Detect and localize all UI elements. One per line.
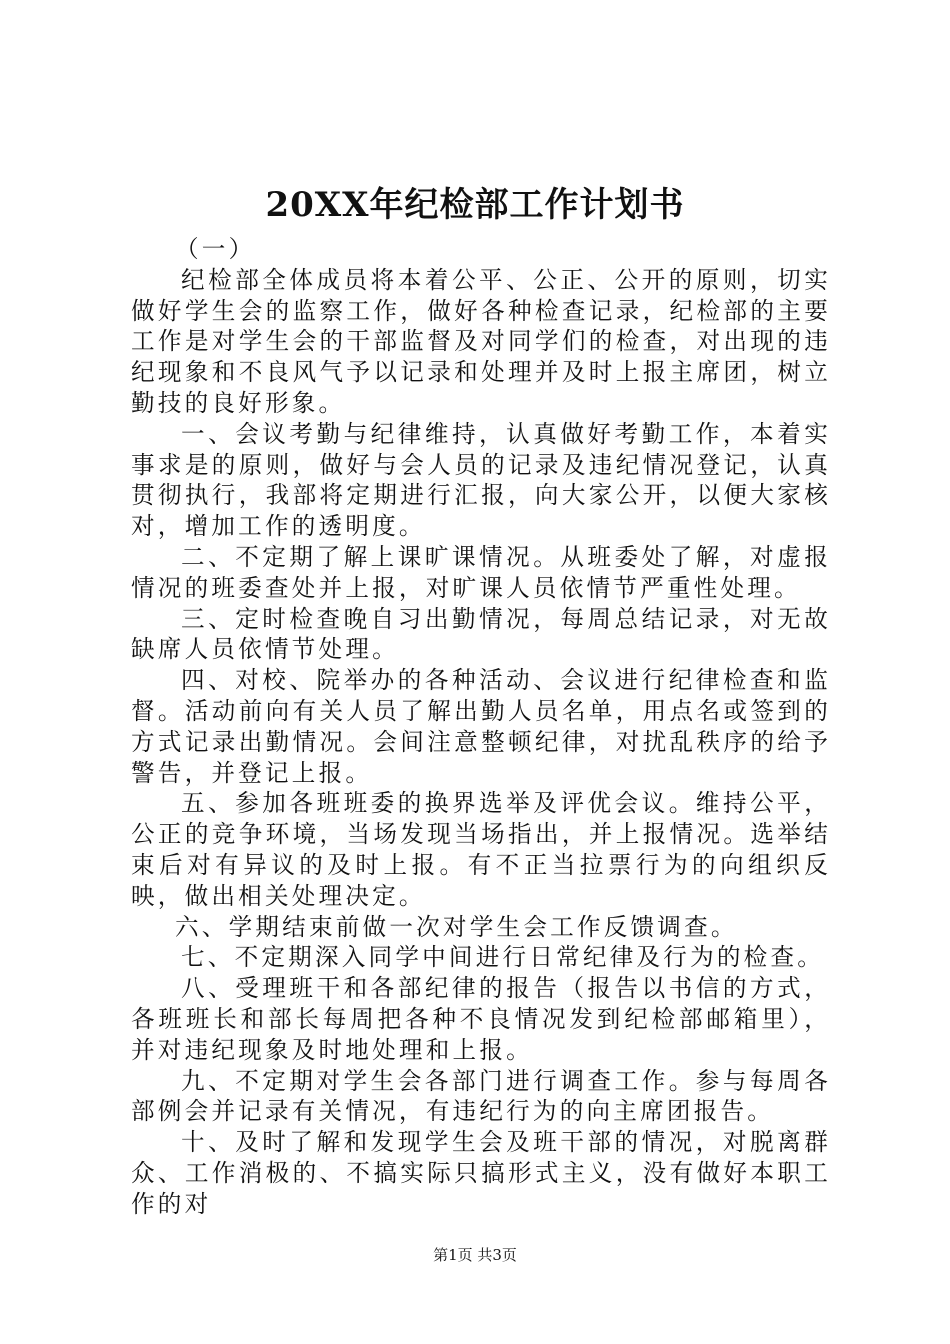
paragraph-item-7: 七、不定期深入同学中间进行日常纪律及行为的检查。 (181, 943, 825, 972)
paragraph-item-1: 一、会议考勤与纪律维持，认真做好考勤工作，本着实事求是的原则，做好与会人员的记录及违纪情况登记，认真贯彻执行，我部将定期进行汇报，向大家公开，以便大家核对，增加工作的透明度。 (131, 419, 831, 541)
paragraph-item-6: 六、学期结束前做一次对学生会工作反馈调查。 (175, 912, 738, 941)
document-body (131, 234, 831, 1220)
page-number-footer: 第1页 共3页 (433, 1246, 517, 1264)
paragraph-item-2: 二、不定期了解上课旷课情况。从班委处了解，对虚报情况的班委查处并上报，对旷课人员依情节严重性处理。 (131, 542, 831, 602)
paragraph-item-8: 八、受理班干和各部纪律的报告（报告以书信的方式，各班班长和部长每周把各种不良情况发到纪检部邮箱里），并对违纪现象及时地处理和上报。 (131, 974, 831, 1064)
paragraph-item-9: 九、不定期对学生会各部门进行调查工作。参与每周各部例会并记录有关情况，有违纪行为的向主席团报告。 (131, 1066, 831, 1126)
paragraph-item-5: 五、参加各班班委的换界选举及评优会议。维持公平，公正的竞争环境，当场发现当场指出，并上报情况。选举结束后对有异议的及时上报。有不正当拉票行为的向组织反映，做出相关处理决定。 (131, 789, 831, 910)
paragraph-item-10: 十、及时了解和发现学生会及班干部的情况，对脱离群众、工作消极的、不搞实际只搞形式主义，没有做好本职工作的对 (131, 1128, 831, 1218)
paragraph-intro: 纪检部全体成员将本着公平、公正、公开的原则，切实做好学生会的监察工作，做好各种检查记录，纪检部的主要工作是对学生会的干部监督及对同学们的检查，对出现的违纪现象和不良风气予以记录和处理并及时上报主席团，树立勤技的良好形象。 (131, 265, 831, 417)
paragraph-item-3: 三、定时检查晚自习出勤情况，每周总结记录，对无故缺席人员依情节处理。 (131, 604, 831, 664)
paragraph-item-4: 四、对校、院举办的各种活动、会议进行纪律检查和监督。活动前向有关人员了解出勤人员名单，用点名或签到的方式记录出勤情况。会间注意整顿纪律，对扰乱秩序的给予警告，并登记上报。 (131, 666, 831, 787)
document-title: 20XX年纪检部工作计划书 (265, 185, 685, 225)
section-number: （一） (175, 235, 256, 263)
